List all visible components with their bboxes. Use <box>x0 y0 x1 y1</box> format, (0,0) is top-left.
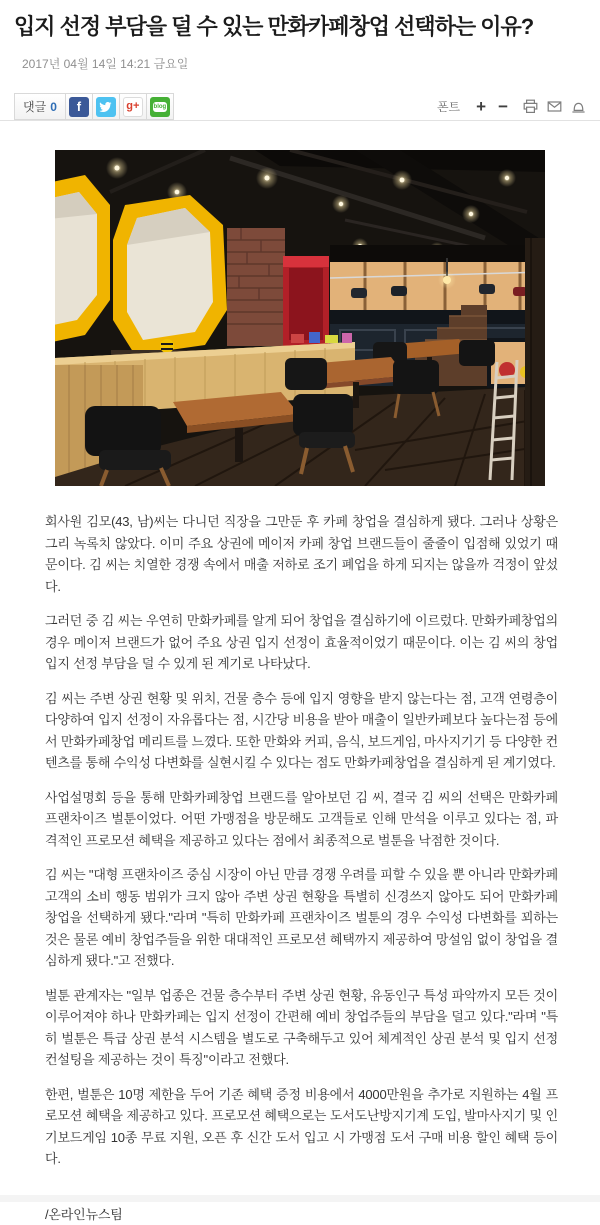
paragraph: 한편, 벌툰은 10명 제한을 두어 기존 혜택 증정 비용에서 4000만원을 추가로 지원하는 4월 프로모션 혜택을 제공하고 있다. 프로모션 혜택으로는 도서도난방지기계 도입, 발마사지기 및 인기보드게임 10종 무료 지원, 오픈 후 신간 도서 입고 시 가맹점 도서 구매 비용 할인 혜택 등이다. <box>45 1084 558 1170</box>
facebook-share-button[interactable] <box>65 93 93 120</box>
paragraph: 김 씨는 "대형 프랜차이즈 중심 시장이 아닌 만큼 경쟁 우려를 피할 수 있을 뿐 아니라 만화카페 고객의 소비 행동 범위가 크지 않아 주변 상권 현황을 특별히 신경쓰지 않아도 되어 만화카페창업을 선택하게 됐다."라며 "특히 만화카페 프랜차이즈 벌툰의 경우 수익성 다변화를 꾀하는 것은 물론 예비 창업주들을 위한 대대적인 프로모션 혜택까지 제공하여 망설임 없이 창업을 결심하게 됐다."고 전했다. <box>45 864 558 972</box>
twitter-share-button[interactable] <box>92 93 120 120</box>
comment-button[interactable] <box>14 93 66 120</box>
email-button[interactable] <box>547 99 562 114</box>
mail-icon <box>547 99 562 114</box>
font-decrease-button[interactable]: − <box>498 98 508 115</box>
blog-icon: blog <box>150 97 170 117</box>
scrap-button[interactable] <box>571 99 586 114</box>
article-body <box>0 486 600 1225</box>
comment-count: 0 <box>50 100 57 114</box>
facebook-icon: f <box>69 97 89 117</box>
article-tools <box>437 98 586 115</box>
paragraph: 회사원 김모(43, 남)씨는 다니던 직장을 그만둔 후 카페 창업을 결심하게 됐다. 그러나 상황은 그리 녹록치 않았다. 이미 주요 상권에 메이저 카페 창업 브랜드들이 줄줄이 입점해 있었기 때문이다. 김 씨는 치열한 경쟁 속에서 매출 저하로 조기 폐업을 하게 되지는 않을까 걱정이 앞섰다. <box>45 511 558 597</box>
article-photo <box>55 150 545 486</box>
toolbar-divider <box>0 120 600 121</box>
byline: /온라인뉴스팀 <box>45 1204 558 1225</box>
font-increase-button[interactable]: + <box>476 98 486 115</box>
comment-label: 댓글 <box>23 98 46 115</box>
manga-cafe-interior-illustration <box>55 150 545 486</box>
blog-share-button[interactable] <box>146 93 174 120</box>
twitter-icon <box>96 97 116 117</box>
bottom-divider <box>0 1195 600 1202</box>
share-button-group <box>14 93 174 120</box>
font-size-label: 폰트 <box>437 98 460 115</box>
page-title: 입지 선정 부담을 덜 수 있는 만화카페창업 선택하는 이유? <box>0 0 600 42</box>
paragraph: 벌툰 관계자는 "일부 업종은 건물 층수부터 주변 상권 현황, 유동인구 특성 파악까지 모든 것이 이루어져야 하나 만화카페는 입지 선정이 간편해 예비 창업주들의 부담을 덜고 있다."라며 "특히 벌툰은 특급 상권 분석 시스템을 별도로 구축해두고 있어 체계적인 상권 분석 및 입지 선정 컨설팅을 제공하는 것이 특징"이라고 전했다. <box>45 985 558 1071</box>
paragraph: 사업설명회 등을 통해 만화카페창업 브랜드를 알아보던 김 씨, 결국 김 씨의 선택은 만화카페 프랜차이즈 벌툰이었다. 어떤 가맹점을 방문해도 고객들로 인해 만석을 이루고 있다는 점, 파격적인 프로모션 혜택을 제공하고 있다는 점에서 최종적으로 벌툰을 낙점한 것이다. <box>45 787 558 852</box>
googleplus-icon: g+ <box>123 97 143 117</box>
scrap-icon <box>571 99 586 114</box>
article-date: 2017년 04월 14일 14:21 금요일 <box>22 55 600 72</box>
print-button[interactable] <box>523 99 538 114</box>
paragraph: 김 씨는 주변 상권 현황 및 위치, 건물 층수 등에 입지 영향을 받지 않는다는 점, 고객 연령층이 다양하여 입지 선정이 자유롭다는 점, 시간당 비용을 받아 매출이 일반카페보다 높다는점 등에서 만화카페창업 메리트를 느꼈다. 또한 만화와 커피, 음식, 보드게임, 마사지기기 등 다양한 컨텐츠를 통해 수익성 다변화를 실현시킬 수 있다는 점도 만화카페창업을 결심하게 된 계기였다. <box>45 688 558 774</box>
paragraph: 그러던 중 김 씨는 우연히 만화카페를 알게 되어 창업을 결심하기에 이르렀다. 만화카페창업의 경우 메이저 브랜드가 없어 주요 상권 입지 선정이 효율적이었기 때문이다. 이는 김 씨의 창업 입지 선정 부담을 덜 수 있게 된 계기로 나타났다. <box>45 610 558 675</box>
googleplus-share-button[interactable] <box>119 93 147 120</box>
print-icon <box>523 99 538 114</box>
toolbar <box>14 93 586 120</box>
